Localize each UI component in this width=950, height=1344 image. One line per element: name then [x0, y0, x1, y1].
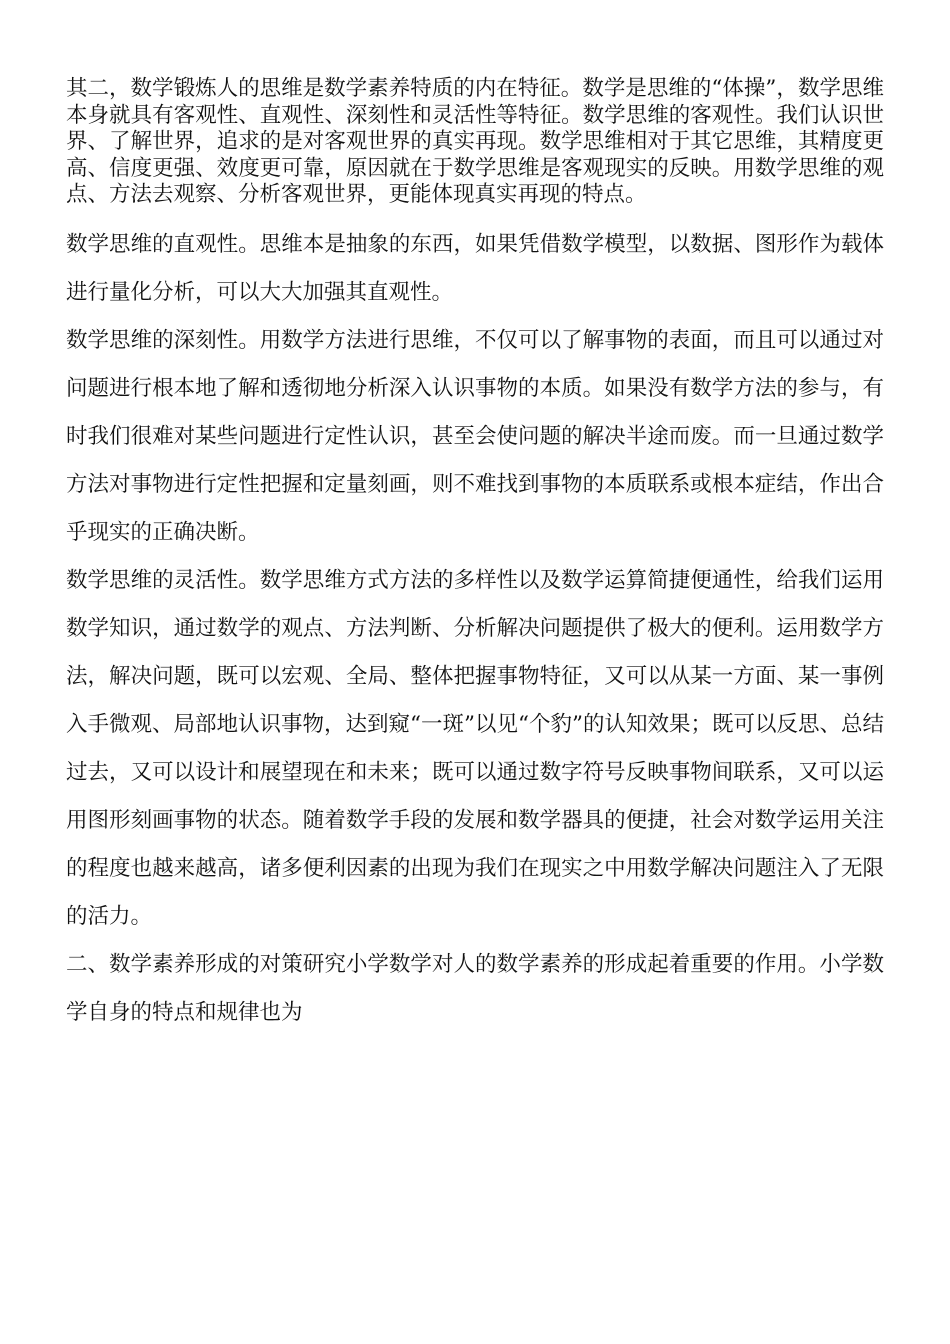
document-page	[66, 76, 884, 1037]
paragraph-intuitiveness: 数学思维的直观性。思维本是抽象的东西，如果凭借数学模型，以数据、图形作为载体进行量化分析，可以大大加强其直观性。	[66, 231, 884, 305]
paragraph-section-two: 二、数学素养形成的对策研究小学数学对人的数学素养的形成起着重要的作用。小学数学自身的特点和规律也为	[66, 951, 884, 1025]
paragraph-objectivity: 其二，数学锻炼人的思维是数学素养特质的内在特征。数学是思维的“体操”，数学思维本身就具有客观性、直观性、深刻性和灵活性等特征。数学思维的客观性。我们认识世界、了解世界，追求的是对客观世界的真实再现。数学思维相对于其它思维，其精度更高、信度更强、效度更可靠，原因就在于数学思维是客观现实的反映。用数学思维的观点、方法去观察、分析客观世界，更能体现真实再现的特点。	[66, 76, 884, 207]
paragraph-flexibility: 数学思维的灵活性。数学思维方式方法的多样性以及数学运算简捷便通性，给我们运用数学知识，通过数学的观点、方法判断、分析解决问题提供了极大的便利。运用数学方法，解决问题，既可以宏观、全局、整体把握事物特征，又可以从某一方面、某一事例入手微观、局部地认识事物，达到窥“一斑”以见“个豹”的认知效果；既可以反思、总结过去，又可以设计和展望现在和未来；既可以通过数字符号反映事物间联系，又可以运用图形刻画事物的状态。随着数学手段的发展和数学器具的便捷，社会对数学运用关注的程度也越来越高，诸多便利因素的出现为我们在现实之中用数学解决问题注入了无限的活力。	[66, 567, 884, 929]
paragraph-depth: 数学思维的深刻性。用数学方法进行思维，不仅可以了解事物的表面，而且可以通过对问题进行根本地了解和透彻地分析深入认识事物的本质。如果没有数学方法的参与，有时我们很难对某些问题进行定性认识，甚至会使问题的解决半途而废。而一旦通过数学方法对事物进行定性把握和定量刻画，则不难找到事物的本质联系或根本症结，作出合乎现实的正确决断。	[66, 327, 884, 545]
